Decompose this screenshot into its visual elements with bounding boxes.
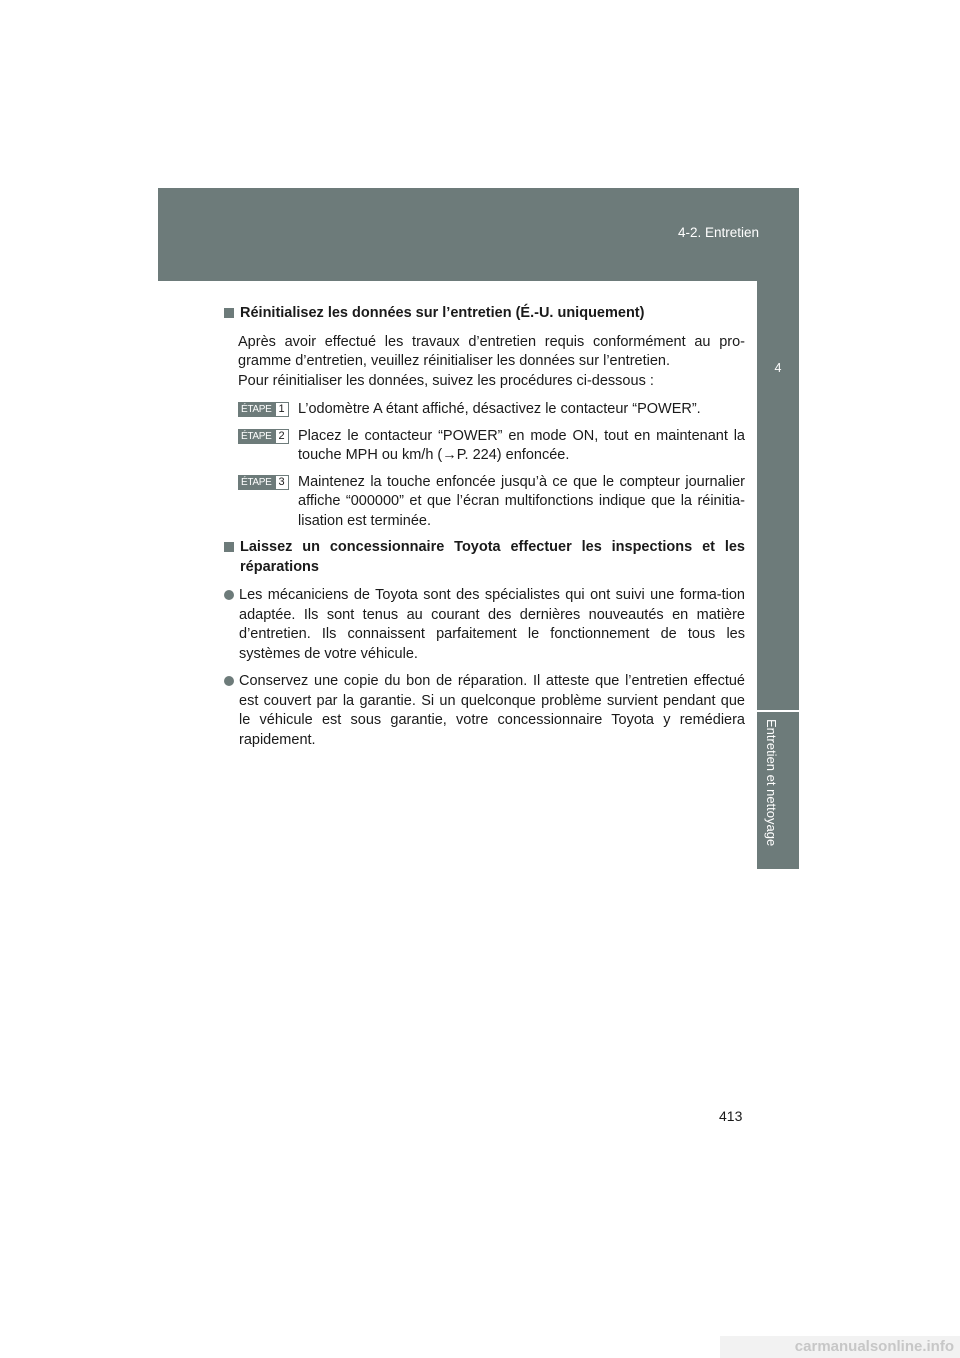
- bullet-text: Les mécaniciens de Toyota sont des spécialistes qui ont suivi une forma-tion adaptée. Ils sont tenus au courant des dernières nouveautés en matière d’entretien. Ils connaissent parfaitement le fonctionnement de tous les systèmes de votre véhicule.: [239, 587, 745, 662]
- section-heading-dealer: [222, 538, 745, 577]
- header-band: [158, 188, 799, 281]
- intro-paragraph: [238, 333, 745, 392]
- step-badge-word: ÉTAPE: [238, 429, 275, 444]
- step-list: [238, 400, 745, 531]
- section-heading-reset: [222, 304, 745, 324]
- circle-bullet-icon: [224, 590, 234, 600]
- step-text: Placez le contacteur “POWER” en mode ON, tout en maintenant la touche MPH ou km/h (→P. 224) enfoncée.: [298, 427, 745, 463]
- bullet-item: [222, 672, 745, 750]
- paragraph-line: Après avoir effectué les travaux d’entretien requis conformément au pro-: [238, 333, 745, 350]
- watermark: carmanualsonline.info: [720, 1336, 960, 1358]
- step-badge-number: 3: [275, 475, 289, 490]
- page-number: 413: [719, 1108, 743, 1124]
- section-heading-text: Réinitialisez les données sur l’entretien (É.-U. uniquement): [240, 305, 645, 321]
- step-badge-word: ÉTAPE: [238, 402, 275, 417]
- paragraph-line: gramme d’entretien, veuillez réinitialiser les données sur l’entretien.: [238, 353, 670, 369]
- step-badge: [238, 402, 289, 417]
- square-bullet-icon: [224, 542, 234, 552]
- step-item: [238, 473, 745, 532]
- circle-bullet-icon: [224, 676, 234, 686]
- bullet-list: [222, 586, 745, 750]
- section-heading-text: Laissez un concessionnaire Toyota effectuer les inspections et les réparations: [240, 539, 745, 575]
- chapter-number: 4: [774, 361, 782, 375]
- step-badge-word: ÉTAPE: [238, 475, 275, 490]
- step-text: L’odomètre A étant affiché, désactivez le contacteur “POWER”.: [298, 401, 701, 417]
- step-badge-number: 2: [275, 429, 289, 444]
- bullet-text: Conservez une copie du bon de réparation. Il atteste que l’entretien effectué est couvert par la garantie. Si un quelconque problème survient pendant que le véhicule est sous garantie, votre concessionnaire Toyota y remédiera rapidement.: [239, 673, 745, 748]
- chapter-side-tab: [757, 281, 799, 869]
- bullet-item: [222, 586, 745, 664]
- section-label: 4-2. Entretien: [677, 225, 759, 240]
- step-badge: [238, 475, 289, 490]
- step-item: [238, 427, 745, 466]
- page-content: [222, 304, 745, 758]
- paragraph-line: Pour réinitialiser les données, suivez les procédures ci-dessous :: [238, 372, 654, 389]
- square-bullet-icon: [224, 308, 234, 318]
- step-badge: [238, 429, 289, 444]
- chapter-title: Entretien et nettoyage: [764, 719, 779, 847]
- step-text: Maintenez la touche enfoncée jusqu’à ce que le compteur journalier affiche “000000” et que l’écran multifonctions indique que la réinitia-lisation est terminée.: [298, 473, 745, 529]
- tab-separator: [757, 710, 799, 712]
- step-item: [238, 400, 745, 420]
- step-badge-number: 1: [275, 402, 289, 417]
